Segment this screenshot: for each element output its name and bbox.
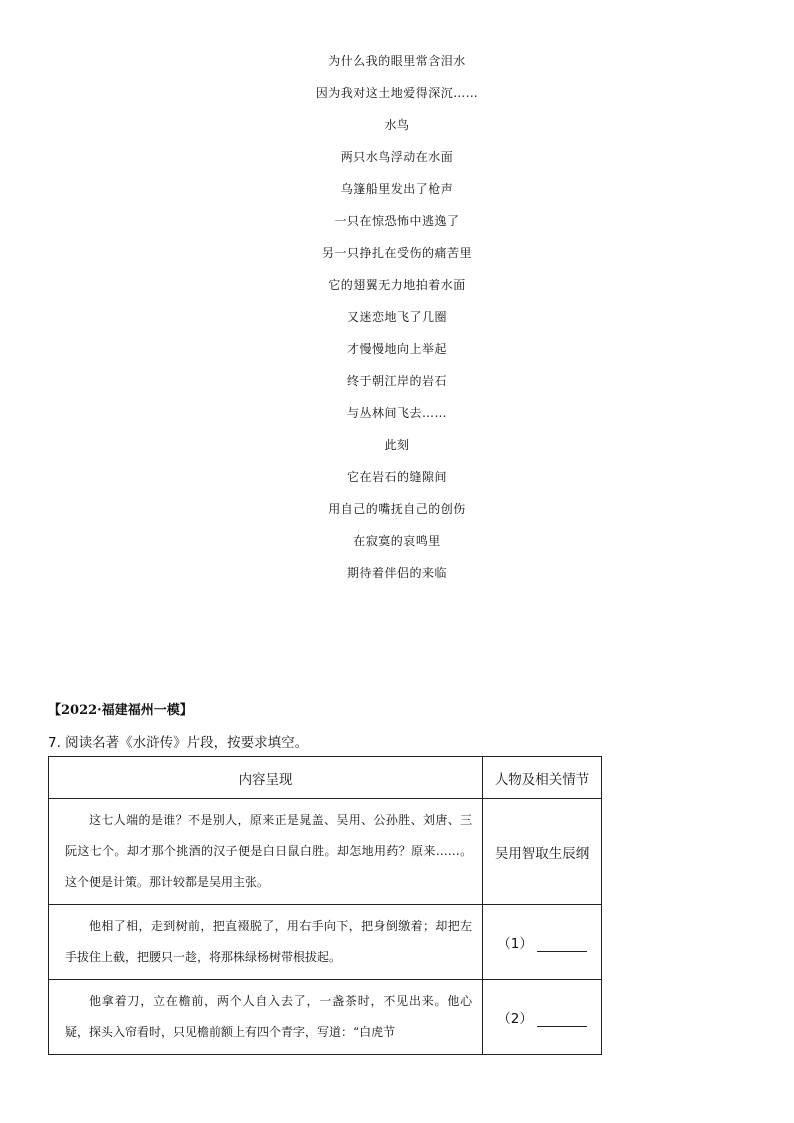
excerpt-text: 他相了相，走到树前，把直裰脱了，用右手向下，把身倒缴着；却把左手拔住上截，把腰只一趁，将那株绿杨树带根拔起。 bbox=[65, 919, 473, 964]
poem-line: 在寂寞的哀鸣里 bbox=[353, 534, 441, 548]
poem-line: 它在岩石的缝隙间 bbox=[346, 470, 447, 484]
answer-blank[interactable] bbox=[537, 1012, 587, 1027]
answer-cell bbox=[483, 980, 602, 1055]
poem-line: 期待着伴侣的来临 bbox=[346, 566, 447, 580]
excerpt-text: 这七人端的是谁？不是别人，原来正是晁盖、吴用、公孙胜、刘唐、三阮这七个。却才那个挑酒的汉子便是白日鼠白胜。却怎地用药？原来……。 这个便是计策。那计较都是吴用主张。 bbox=[65, 813, 473, 889]
blank-label: （2） bbox=[497, 1011, 533, 1027]
table-header-characters: 人物及相关情节 bbox=[483, 757, 602, 799]
poem-line: 此刻 bbox=[384, 438, 410, 452]
poem-line: 乌篷船里发出了枪声 bbox=[340, 182, 454, 196]
poem-line: 与丛林间飞去…… bbox=[346, 406, 447, 420]
question-table bbox=[48, 756, 602, 1055]
table-header-content: 内容呈现 bbox=[49, 757, 483, 799]
question-prompt: 7. 阅读名著《水浒传》片段，按要求填空。 bbox=[48, 735, 309, 751]
blank-label: （1） bbox=[497, 936, 533, 952]
poem-line: 一只在惊恐怖中逃逸了 bbox=[334, 214, 460, 228]
table-row bbox=[49, 980, 602, 1055]
excerpt-text: 他拿着刀，立在檐前，两个人自入去了，一盏茶时，不见出来。他心疑，探头入帘看时，只见檐前额上有四个青字，写道：“白虎节 bbox=[65, 994, 473, 1039]
poem-line: 才慢慢地向上举起 bbox=[346, 342, 447, 356]
poem-line: 它的翅翼无力地拍着水面 bbox=[328, 278, 466, 292]
poem-title: 水鸟 bbox=[384, 118, 410, 132]
table-row bbox=[49, 905, 602, 980]
poem-line: 因为我对这土地爱得深沉…… bbox=[315, 86, 479, 100]
answer-blank[interactable] bbox=[537, 937, 587, 952]
poem-line: 另一只挣扎在受伤的痛苦里 bbox=[321, 246, 472, 260]
answer-cell: 吴用智取生辰纲 bbox=[483, 799, 602, 905]
question-source: 【2022·福建福州一模】 bbox=[48, 703, 193, 718]
answer-cell bbox=[483, 905, 602, 980]
table-header-row bbox=[49, 757, 602, 799]
poem-line: 终于朝江岸的岩石 bbox=[346, 374, 447, 388]
poem-line: 用自己的嘴抚自己的创伤 bbox=[328, 502, 466, 516]
poem-line: 两只水鸟浮动在水面 bbox=[340, 150, 454, 164]
poem-line: 又迷恋地飞了几圈 bbox=[346, 310, 447, 324]
poem-line: 为什么我的眼里常含泪水 bbox=[328, 54, 466, 68]
table-row bbox=[49, 799, 602, 905]
